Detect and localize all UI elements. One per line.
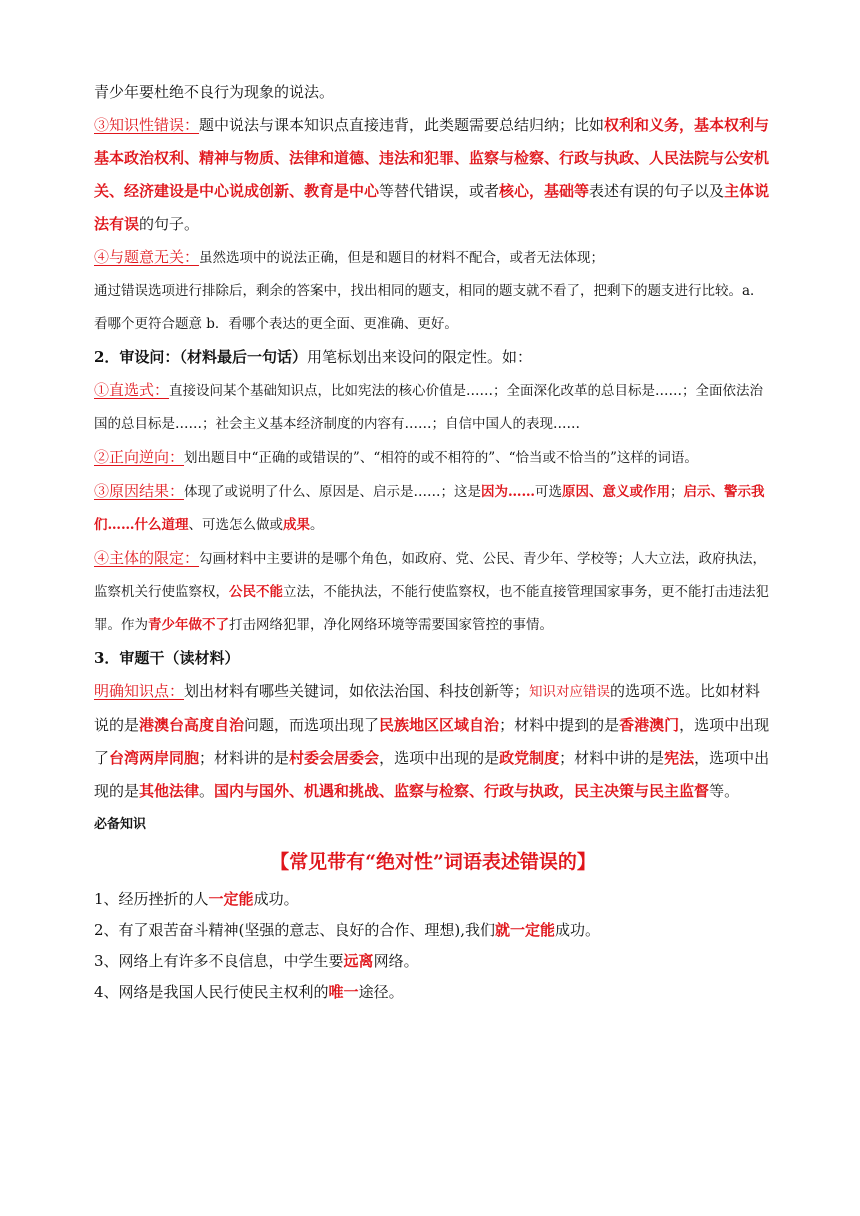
text: ，选项中出现的是 — [94, 749, 770, 800]
highlight: 国内与国外、机遇和挑战、监察与检察、行政与执政，民主决策与民主监督 — [214, 782, 710, 800]
label-irrelevant: ④与题意无关： — [94, 248, 200, 266]
highlight: 原因、意义或作用 — [562, 484, 671, 500]
text: 表述有误的句子以及 — [589, 182, 725, 200]
list-item — [94, 977, 772, 1008]
label-direct: ①直选式： — [94, 381, 170, 399]
text: ；材料讲的是 — [199, 749, 290, 767]
section-3-heading: 3．审题干（读材料） — [94, 649, 240, 667]
paragraph-subject-limit — [94, 542, 772, 642]
highlight: 港澳台高度自治 — [139, 716, 245, 734]
highlight: 权利和义务，基本权利与基本政治权利、精神与物质、法律和道德、违法和犯罪、监察与检察、行政与执政、人民法院与公安机关、经济建设是中心说成创新、教育是中心 — [94, 116, 770, 200]
text: 划出题目中“正确的或错误的”、“相符的或不相符的”、“恰当或不恰当的”这样的词语。 — [184, 450, 698, 466]
text: 的句子。 — [139, 215, 200, 233]
highlight: 知识对应错误 — [529, 684, 611, 700]
list-item — [94, 946, 772, 977]
label-forward-reverse: ②正向逆向： — [94, 448, 185, 466]
text: 打击网络犯罪，净化网络环境等需要国家管控的事情。 — [229, 617, 553, 633]
paragraph-knowledge-point — [94, 675, 772, 808]
text: 直接设问某个基础知识点，比如宪法的核心价值是……；全面深化改革的总目标是……；全面依法治国的总目标是……；社会主义基本经济制度的内容有……；自信中国人的表现…… — [94, 383, 764, 432]
text: 成功。 — [253, 890, 299, 908]
section-2-heading — [94, 341, 772, 374]
paragraph-direct — [94, 374, 772, 441]
text: 途径。 — [358, 983, 404, 1001]
text: ；材料中提到的是 — [499, 716, 620, 734]
text: 成功。 — [555, 921, 601, 939]
text: 。 — [310, 517, 324, 533]
highlight: 其他法律 — [139, 782, 200, 800]
highlight: 就一定能 — [495, 921, 556, 939]
highlight: 青少年做不了 — [148, 617, 229, 633]
label-subject-limit: ④主体的限定： — [94, 549, 200, 567]
paragraph-knowledge-error — [94, 109, 772, 241]
text: 体现了或说明了什么、原因是、启示是……；这是 — [184, 484, 482, 500]
text: 问题，而选项出现了 — [244, 716, 380, 734]
text: 。 — [199, 782, 215, 800]
highlight: 唯一 — [328, 983, 359, 1001]
text: 的选项不选。比如材料说的是 — [94, 682, 761, 734]
text: ，选项中出现的是 — [379, 749, 500, 767]
label-knowledge-error: ③知识性错误： — [94, 116, 200, 134]
text: ； — [670, 484, 684, 500]
highlight: 因为…… — [481, 484, 536, 500]
label-cause-effect: ③原因结果： — [94, 482, 185, 500]
text: 虽然选项中的说法正确，但是和题目的材料不配合，或者无法体现； — [199, 250, 605, 266]
highlight: 远离 — [343, 952, 374, 970]
highlight: 民族地区区域自治 — [379, 716, 500, 734]
text: 3、网络上有许多不良信息，中学生要 — [94, 952, 344, 970]
highlight: 核心，基础等 — [499, 182, 590, 200]
paragraph-cause-effect — [94, 475, 772, 542]
text: 网络。 — [373, 952, 419, 970]
text: 题中说法与课本知识点直接违背，此类题需要总结归纳；比如 — [199, 116, 605, 134]
text: 等替代错误，或者 — [379, 182, 500, 200]
text: 2、有了艰苦奋斗精神(坚强的意志、良好的合作、理想),我们 — [94, 921, 496, 939]
list-item — [94, 884, 772, 915]
text: 勾画材料中主要讲的是哪个角色，如政府、党、公民、青少年、学校等；人大立法，政府执法，监察机关行使监察权， — [94, 551, 767, 600]
text: 等。 — [709, 782, 740, 800]
text: 用笔标划出来设问的限定性。如： — [306, 348, 532, 366]
highlight: 主体说法有误 — [94, 182, 770, 233]
text: ；材料中讲的是 — [559, 749, 665, 767]
text: 划出材料有哪些关键词，如依法治国、科技创新等； — [184, 682, 530, 700]
absolute-words-heading: 【常见带有“绝对性”词语表述错误的】 — [270, 851, 596, 873]
highlight: 成果 — [283, 517, 310, 533]
list-item — [94, 915, 772, 946]
highlight: 香港澳门 — [619, 716, 680, 734]
paragraph-irrelevant — [94, 241, 772, 275]
document-body — [94, 76, 772, 1008]
highlight: 一定能 — [208, 890, 254, 908]
section-title: 2．审设问：（材料最后一句话） — [94, 348, 307, 366]
text: 、可选怎么做或 — [188, 517, 283, 533]
knowledge-label: 必备知识 — [94, 817, 147, 832]
text: 1、经历挫折的人 — [94, 890, 209, 908]
highlight: 政党制度 — [499, 749, 560, 767]
highlight: 台湾两岸同胞 — [109, 749, 200, 767]
text: ，选项中出现了 — [94, 716, 770, 767]
text: 4、网络是我国人民行使民主权利的 — [94, 983, 329, 1001]
paragraph-continuation: 青少年要杜绝不良行为现象的说法。 — [94, 83, 335, 101]
highlight: 宪法 — [664, 749, 695, 767]
text: 立法，不能执法，不能行使监察权，也不能直接管理国家事务，更不能打击违法犯罪。作为 — [94, 584, 769, 633]
highlight: 村委会居委会 — [289, 749, 380, 767]
label-knowledge-point: 明确知识点： — [94, 682, 185, 700]
highlight: 启示、警示我们……什么道理 — [94, 484, 765, 533]
highlight: 公民不能 — [229, 584, 283, 600]
paragraph-elimination: 通过错误选项进行排除后，剩余的答案中，找出相同的题支，相同的题支就不看了，把剩下的题支进行比较。a．看哪个更符合题意 b．看哪个表达的更全面、更准确、更好。 — [94, 283, 764, 332]
text: 可选 — [535, 484, 563, 500]
paragraph-forward-reverse — [94, 441, 772, 475]
